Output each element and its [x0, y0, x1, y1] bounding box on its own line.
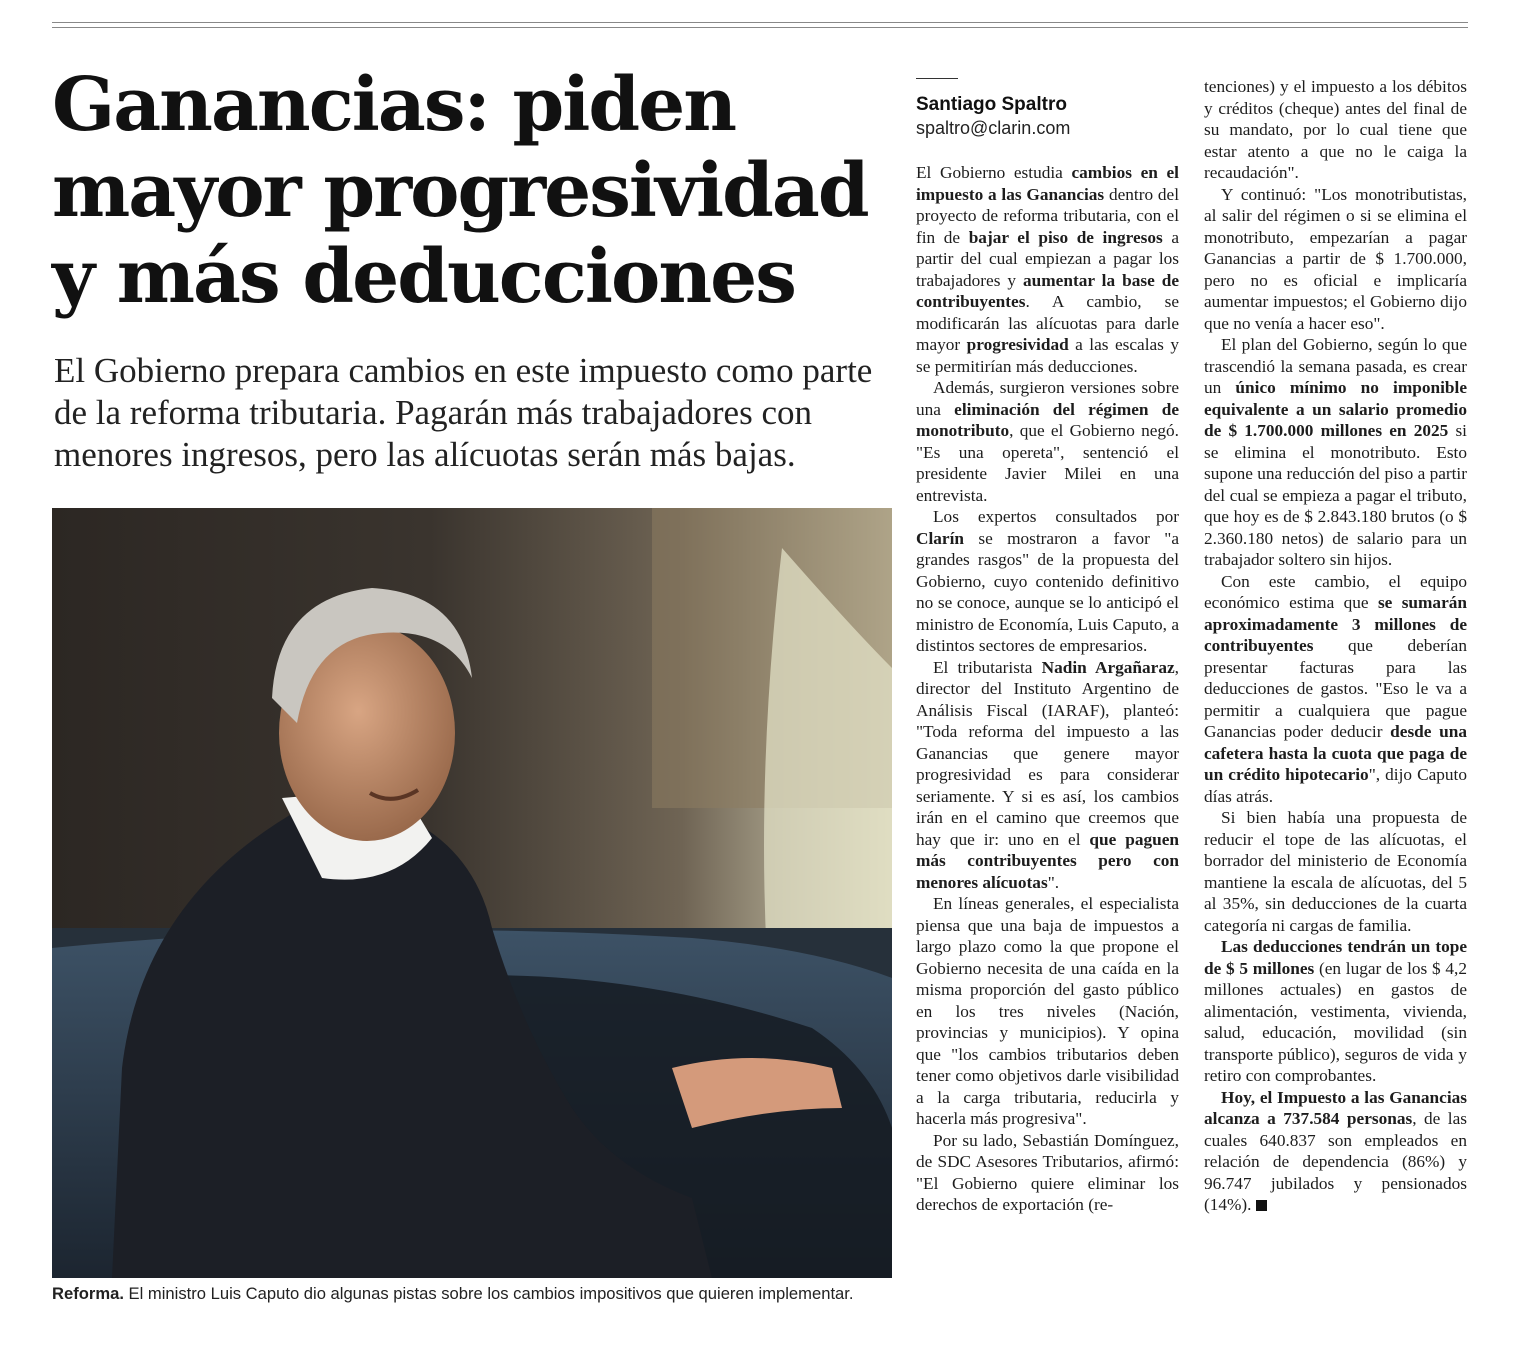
body-emphasis: progresividad [966, 335, 1069, 354]
body-text: Y continuó: "Los monotributistas, al salir del régimen o si se elimina el monotributo, empezarían a pagar Ganancias a partir de $ 1.700.000, pero no es oficial e implicaría aumentar impuestos; el Gobierno dijo que no venía a hacer eso". [1204, 184, 1467, 333]
photo-illustration [52, 508, 892, 1278]
body-column-1 [916, 162, 1179, 1216]
body-paragraph [916, 162, 1179, 377]
body-emphasis: aumentar la base de contribuyentes [916, 270, 1179, 311]
body-text: Con este cambio, el equipo económico estima que [1204, 571, 1467, 612]
body-text: a partir del cual empiezan a pagar los trabajadores y [916, 227, 1179, 290]
body-paragraph [1204, 807, 1467, 936]
body-text: se mostraron a favor "a grandes rasgos" de la propuesta del Gobierno, cuyo contenido definitivo no se conoce, aunque se lo anticipó el ministro de Economía, Luis Caputo, a distintos sectores de empresarios. [916, 528, 1179, 655]
body-paragraph [916, 377, 1179, 506]
body-paragraph [916, 657, 1179, 894]
body-paragraph [1204, 76, 1467, 184]
body-paragraph [1204, 571, 1467, 808]
body-text: (en lugar de los $ 4,2 millones actuales) en gastos de alimentación, vestimenta, vivienda, salud, educación, movilidad (sin transporte público), seguros de vida y retiro con comprobantes. [1204, 958, 1467, 1085]
body-column-2 [1204, 76, 1467, 1216]
headline: Ganancias: piden mayor progresividad y más deducciones [52, 62, 868, 320]
photo-caption [52, 1284, 897, 1304]
body-emphasis: que paguen más contribuyentes pero con menores alícuotas [916, 829, 1180, 892]
body-paragraph [916, 506, 1179, 657]
body-text: El tributarista [933, 657, 1042, 677]
body-emphasis: único mínimo no imponible equivalente a un salario promedio de $ 1.700.000 millones en 2025 [1204, 378, 1467, 440]
body-text: . A cambio, se modificarán las alícuotas para darle mayor [916, 292, 1179, 354]
author-name: Santiago Spaltro [916, 94, 1067, 115]
subhead: El Gobierno prepara cambios en este impuesto como parte de la reforma tributaria. Pagarán más trabajadores con menores ingresos, pero las alícuotas serán más bajas. [54, 351, 873, 474]
body-emphasis: Las deducciones tendrán un tope de $ 5 millones [1204, 937, 1467, 978]
body-emphasis: eliminación del régimen de monotributo [916, 399, 1179, 440]
body-paragraph [916, 1130, 1179, 1216]
body-emphasis: Nadin Argañaraz [1041, 657, 1175, 677]
caption-label: Reforma. [52, 1284, 124, 1303]
caption-text: El ministro Luis Caputo dio algunas pistas sobre los cambios impositivos que quieren implementar. [123, 1284, 854, 1303]
body-text: si se elimina el monotributo. Esto supone una reducción del piso a partir del cual se empieza a pagar el tributo, que hoy es de $ 2.843.180 brutos (o $ 2.360.180 netos) de salario para un trabajador soltero sin hijos. [1204, 421, 1467, 569]
body-text: En líneas generales, el especialista piensa que una baja de impuestos a largo plazo como la que propone el Gobierno necesita de una caída en la misma proporción del gasto público en los tres niveles (Nación, provincias y municipios). Y opina que "los cambios tributarios deben tener como objetivos darle visibilidad a la carga tributaria, reducirla y hacerla más progresiva". [916, 894, 1179, 1128]
body-emphasis: cambios en el impuesto a las Ganancias [916, 163, 1179, 204]
body-paragraph [1204, 936, 1467, 1087]
body-text: ", dijo Caputo días atrás. [1204, 765, 1467, 806]
body-emphasis: se sumarán aproximadamente 3 millones de contribuyentes [1204, 593, 1467, 655]
body-emphasis: desde una cafetera hasta la cuota que paga de un crédito hipotecario [1204, 722, 1467, 784]
body-text: dentro del proyecto de reforma tributaria, con el fin de [916, 184, 1180, 247]
end-mark [1256, 1200, 1267, 1211]
body-paragraph [916, 893, 1179, 1130]
body-text: El plan del Gobierno, según lo que trascendió la semana pasada, es crear un [1204, 335, 1467, 397]
body-text: ". [1047, 872, 1060, 892]
top-rule [52, 22, 1468, 28]
body-text: , director del Instituto Argentino de Análisis Fiscal (IARAF), planteó: "Toda reforma del impuesto a las Ganancias que genere mayor progresividad es para considerar seriamente. Y si es así, los cambios irán en el camino que creemos que hay que ir: uno en el [916, 657, 1179, 849]
body-text: , que el Gobierno negó. "Es una opereta", sentenció el presidente Javier Milei en una entrevista. [916, 421, 1179, 505]
body-paragraph [1204, 184, 1467, 335]
body-emphasis: Hoy, el Impuesto a las Ganancias alcanza a 737.584 personas [1204, 1087, 1467, 1128]
body-text: Por su lado, Sebastián Domínguez, de SDC Asesores Tributarios, afirmó: "El Gobierno quiere eliminar los derechos de exportación (re- [916, 1130, 1179, 1214]
body-paragraph [1204, 1087, 1467, 1216]
body-emphasis: Clarín [916, 528, 965, 548]
body-emphasis: bajar el piso de ingresos [968, 227, 1163, 247]
body-text: tenciones) y el impuesto a los débitos y créditos (cheque) antes del final de su mandato, por lo cual tiene que estar atento a que no le caiga la recaudación". [1204, 77, 1467, 182]
body-text: a las escalas y se permitirían más deducciones. [916, 335, 1179, 376]
body-text: Si bien había una propuesta de reducir el tope de las alícuotas, el borrador del ministerio de Economía mantiene la escala de alícuotas, del 5 al 35%, sin deducciones de la cuarta categoría ni cargas de familia. [1204, 808, 1467, 935]
body-text: que deberían presentar facturas para las deducciones de gastos. "Eso le va a permitir a cualquiera que pague Ganancias poder deducir [1204, 636, 1467, 741]
body-text: , de las cuales 640.837 son empleados en relación de dependencia (86%) y 96.747 jubilados y pensionados (14%). [1204, 1109, 1468, 1214]
body-paragraph [1204, 334, 1467, 571]
body-text: Los expertos consultados por [933, 507, 1179, 526]
article-photo [52, 508, 892, 1278]
byline-rule [916, 78, 958, 79]
body-text: El Gobierno estudia [916, 163, 1072, 182]
author-email: spaltro@clarin.com [916, 118, 1071, 138]
body-text: Además, surgieron versiones sobre una [916, 378, 1179, 419]
